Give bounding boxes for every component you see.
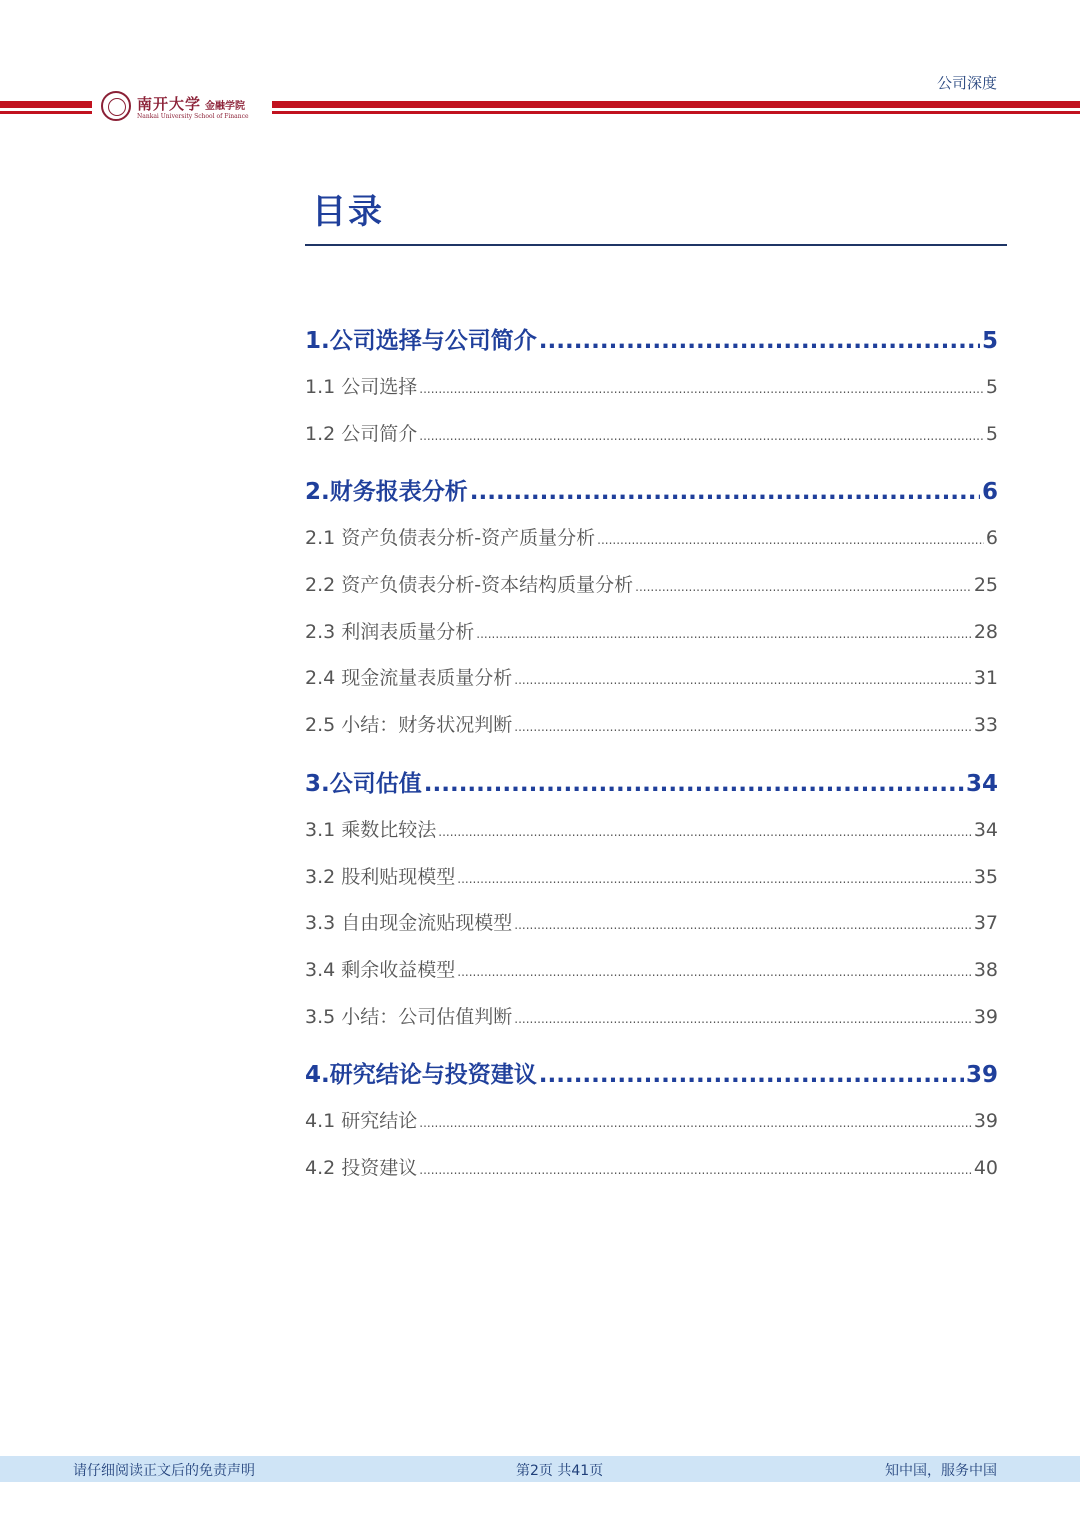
toc-chapter-heading[interactable] [305,761,998,807]
toc-entry-label: 4.研究结论与投资建议 [305,1062,537,1089]
toc-dot-leader [457,856,972,903]
toc-entry-label: 2.1 资产负债表分析-资产质量分析 [305,527,596,550]
toc-entry-label: 4.1 研究结论 [305,1110,418,1133]
document-type-label: 公司深度 [936,74,997,92]
toc-page-number: 35 [973,865,998,888]
logo-text-cn: 南开大学 金融学院 [137,95,246,113]
toc-entry-label: 2.财务报表分析 [305,479,468,506]
toc-page-number: 34 [965,770,998,797]
toc-page-number: 38 [973,958,998,981]
logo-text-en: Nankai University School of Finance [137,113,249,120]
footer-slogan: 知中国，服务中国 [885,1463,997,1479]
toc-section-entry[interactable] [305,562,998,609]
toc-entry-label: 2.3 利润表质量分析 [305,620,475,643]
toc-page-number: 33 [973,714,998,737]
toc-entry-label: 1.2 公司简介 [305,422,418,445]
toc-entry-label: 1.公司选择与公司简介 [305,328,537,354]
toc-entry-label: 3.公司估值 [305,770,422,797]
toc-dot-leader [514,657,972,704]
footer-disclaimer[interactable]: 请仔细阅读正文后的免责声明 [73,1463,255,1479]
toc-entry-label: 2.5 小结：财务状况判断 [305,714,513,737]
toc-page-number: 25 [973,574,998,597]
toc-dot-leader [424,761,964,807]
toc-chapter-heading[interactable] [305,1052,998,1098]
toc-entry-label: 3.5 小结：公司估值判断 [305,1005,513,1028]
toc-dot-leader [635,564,972,611]
toc-page-number: 5 [985,376,998,398]
toc-dot-leader [419,1147,972,1194]
toc-section-entry[interactable] [305,364,998,411]
toc-dot-leader [476,611,972,658]
toc-dot-leader [514,902,972,949]
toc-dot-leader [514,996,972,1043]
university-seal-icon [101,91,131,121]
toc-entry-label: 4.2 投资建议 [305,1156,418,1179]
footer-page-info: 第2页 共41页 [516,1463,604,1479]
toc-dot-leader [457,949,972,996]
toc-entry-label: 3.1 乘数比较法 [305,818,437,841]
toc-section-entry[interactable] [305,947,998,994]
nankai-logo [101,91,261,125]
toc-page-number: 5 [985,422,998,445]
toc-page-number: 5 [981,328,998,354]
toc-entry-label: 2.4 现金流量表质量分析 [305,667,513,690]
toc-section-entry[interactable] [305,807,998,854]
toc-page-number: 6 [985,527,998,550]
toc-entry-label: 2.2 资产负债表分析-资本结构质量分析 [305,574,634,597]
toc-page-number: 39 [973,1005,998,1028]
toc-section-entry[interactable] [305,515,998,562]
toc-page-number: 37 [973,912,998,935]
toc-dot-leader [514,704,972,751]
toc-page-number: 39 [973,1110,998,1133]
toc-page-number: 6 [981,479,998,506]
toc-dot-leader [470,469,980,515]
toc-dot-leader [419,366,984,413]
toc-section-entry[interactable] [305,994,998,1041]
toc-entry-label: 3.3 自由现金流贴现模型 [305,912,513,935]
toc-page-number: 40 [973,1156,998,1179]
toc-section-entry[interactable] [305,1145,998,1192]
toc-section-entry[interactable] [305,655,998,702]
toc-dot-leader [419,413,984,460]
toc-entry-label: 3.2 股利贴现模型 [305,865,456,888]
toc-page-number: 28 [973,620,998,643]
toc-page-number: 34 [973,818,998,841]
toc-dot-leader [539,1052,964,1098]
header-stripe-left [0,101,92,115]
toc-entry-label: 1.1 公司选择 [305,376,418,398]
toc-page-number: 31 [973,667,998,690]
page-title: 目录 [312,192,384,232]
toc-section-entry[interactable] [305,702,998,749]
table-of-contents [305,318,998,1192]
toc-entry-label: 3.4 剩余收益模型 [305,958,456,981]
toc-section-entry[interactable] [305,1098,998,1145]
toc-page-number: 39 [965,1062,998,1089]
page-footer [0,1456,1080,1482]
toc-dot-leader [419,1100,972,1147]
toc-chapter-heading[interactable] [305,318,998,364]
toc-dot-leader [539,318,980,364]
header-stripe-right [272,101,1080,115]
toc-chapter-heading[interactable] [305,469,998,515]
toc-dot-leader [597,517,984,564]
toc-section-entry[interactable] [305,609,998,656]
toc-dot-leader [438,809,972,856]
toc-section-entry[interactable] [305,411,998,458]
toc-section-entry[interactable] [305,900,998,947]
title-divider [305,244,1007,246]
toc-section-entry[interactable] [305,854,998,901]
